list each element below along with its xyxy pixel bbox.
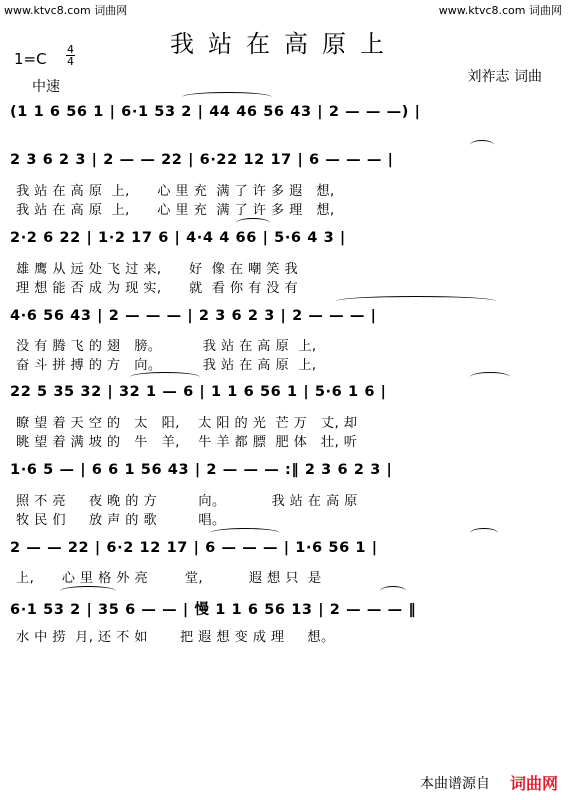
lyric-line: 水 中 捞 月, 还 不 如 把 遐 想 变 成 理 想。 [16, 630, 335, 645]
footer [420, 771, 558, 794]
brand-logo[interactable]: 词曲网 [509, 774, 558, 793]
source-label: 本曲谱源自 [419, 775, 490, 792]
lyric-line: 我 站 在 高 原 上, 心 里 充 满 了 许 多 遐 想, [16, 184, 335, 199]
time-signature [66, 44, 75, 67]
notation-row: 22 5 35 32 | 32 1 — 6 | 1 1 6 56 1 | 5·6 1 6 | [10, 384, 387, 400]
lyric-line: 奋 斗 拼 搏 的 方 向。 我 站 在 高 原 上, [16, 358, 317, 373]
lyric-line: 上, 心 里 格 外 亮 堂, 遐 想 只 是 [16, 571, 322, 586]
watermark-left: www.ktvc8.com 词曲网 [4, 4, 128, 17]
meter-top: 4 [67, 43, 74, 56]
lyric-line: 瞭 望 着 天 空 的 太 阳, 太 阳 的 光 芒 万 丈, 却 [16, 416, 358, 431]
meter-bottom: 4 [67, 55, 74, 68]
notation-row: 6·1 53 2 | 35 6 — — | 慢 1 1 6 56 13 | 2 — — — ‖ [10, 602, 417, 618]
notation-row: (1 1 6 56 1 | 6·1 53 2 | 44 46 56 43 | 2 — — —) | [10, 104, 421, 120]
notation-row: 2 3 6 2 3 | 2 — — 22 | 6·22 12 17 | 6 — — — | [10, 152, 394, 168]
tempo-marking: 中速 [32, 79, 60, 95]
key-signature: 1=C [14, 50, 47, 68]
credits: 刘祚志 词曲 [467, 69, 542, 85]
notation-row: 2 — — 22 | 6·2 12 17 | 6 — — — | 1·6 56 1 | [10, 540, 378, 556]
lyric-line: 理 想 能 否 成 为 现 实, 就 看 你 有 没 有 [16, 281, 299, 296]
notation-row: 1·6 5 — | 6 6 1 56 43 | 2 — — — :‖ 2 3 6 2 3 | [10, 462, 393, 478]
notation-row: 4·6 56 43 | 2 — — — | 2 3 6 2 3 | 2 — — — | [10, 308, 377, 324]
lyric-line: 牧 民 们 放 声 的 歌 唱。 [16, 513, 226, 528]
slur-mark [130, 372, 200, 382]
song-title: 我站在高原上 [170, 30, 398, 58]
slur-mark [380, 586, 406, 596]
slur-mark [470, 140, 494, 150]
slur-mark [236, 218, 270, 228]
slur-mark [210, 528, 280, 538]
lyric-line: 没 有 腾 飞 的 翅 膀。 我 站 在 高 原 上, [16, 339, 317, 354]
lyric-line: 眺 望 着 满 坡 的 牛 羊, 牛 羊 都 膘 肥 体 壮, 听 [16, 435, 358, 450]
slur-mark [182, 92, 272, 102]
slur-mark [470, 528, 498, 538]
lyric-line: 我 站 在 高 原 上, 心 里 充 满 了 许 多 理 想, [16, 203, 335, 218]
slur-mark [470, 372, 510, 382]
watermark-right: www.ktvc8.com 词曲网 [438, 4, 562, 17]
notation-row: 2·2 6 22 | 1·2 17 6 | 4·4 4 66 | 5·6 4 3 | [10, 230, 346, 246]
slur-mark [60, 586, 116, 596]
lyric-line: 雄 鹰 从 远 处 飞 过 来, 好 像 在 嘲 笑 我 [16, 262, 299, 277]
slur-mark [336, 296, 496, 306]
lyric-line: 照 不 亮 夜 晚 的 方 向。 我 站 在 高 原 [16, 494, 358, 509]
